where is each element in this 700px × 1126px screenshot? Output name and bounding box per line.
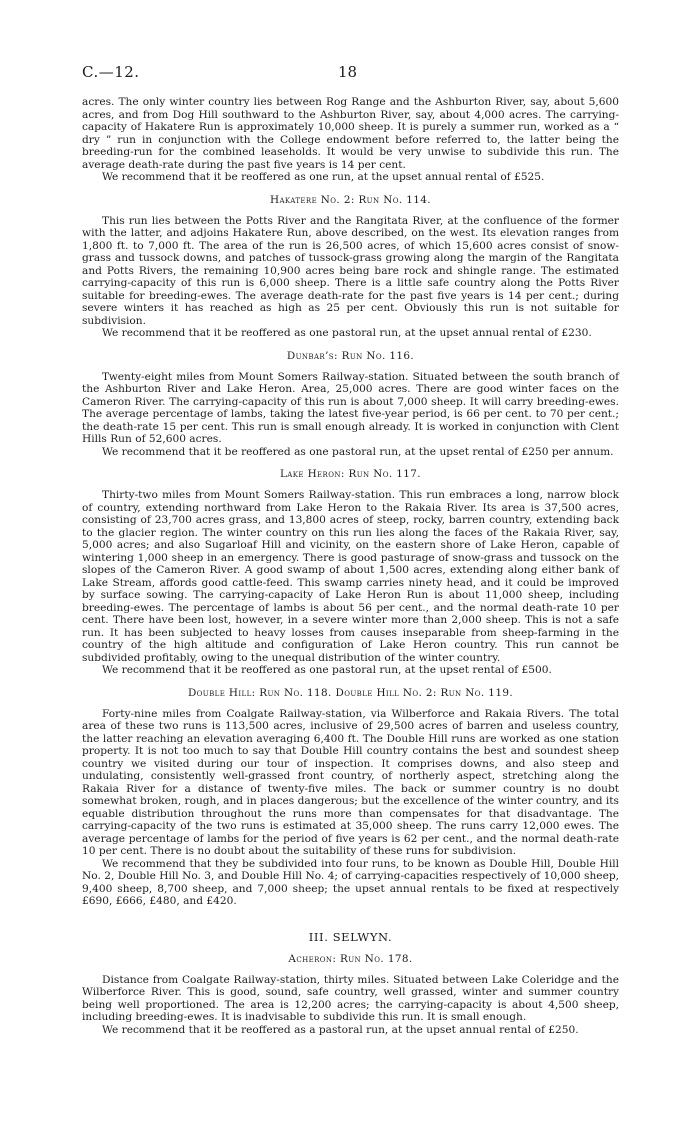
heading-double-hill: Double Hill: Run No. 118. Double Hill No. 2: Run No. 119. xyxy=(187,686,514,699)
paragraph-double-hill: Forty-nine miles from Coalgate Railway-station, via Wilberforce and Rakaia Rivers. The total area of these two runs is 113,500 acres, inclusive of 29,500 acres of barren and useless country, the latter reaching an elevation averaging 6,400 ft. The Double Hill runs are worked as one station property. It is not too much to say that Double Hill country contains the best and soundest sheep country we visited during our tour of inspection. It comprises downs, and also steep and undulating, consistently well-grassed front country, of northerly aspect, stretching along the Rakaia River for a distance of twenty-five miles. The back or summer country is no doubt somewhat broken, rough, and in places dangerous; but the excellence of the winter country, and its equable distribution throughout the runs more than compensates for that disadvantage. The carrying-capacity of the two runs is estimated at 35,000 sheep. The runs carry 12,000 ewes. The average percentage of lambs for the period of five years is 62 per cent., and the normal death-rate 10 per cent. There is no doubt about the suitability of these runs for subdivision. xyxy=(82,707,619,857)
recommendation-acheron: We recommend that it be reoffered as a pastoral run, at the upset annual rental of £250. xyxy=(102,1023,579,1036)
paragraph-hakatere-no2: This run lies between the Potts River and the Rangitata River, at the confluence of the former with the latter, and adjoins Hakatere Run, above described, on the west. Its elevation ranges from 1,800 ft. to 7,000 ft. The area of the run is 26,500 acres, of which 15,600 acres consist of snow-grass and tussock downs, and patches of tussock-grass growing along the margin of the Rangitata and Potts Rivers, the remaining 10,900 acres being bare rock and shingle range. The estimated carrying-capacity of this run is 6,000 sheep. There is a little safe country along the Potts River suitable for breeding-ewes. The average death-rate for the past five years is 14 per cent.; during severe winters it has reached as high as 25 per cent. Obviously this run is not suitable for subdivision. xyxy=(82,214,619,327)
paragraph-acheron: Distance from Coalgate Railway-station, thirty miles. Situated between Lake Coleridge and the Wilberforce River. This is good, sound, safe country, well grassed, winter and summer country being well proportioned. The area is 12,200 acres; the carrying-capacity is about 4,500 sheep, including breeding-ewes. It is inadvisable to subdivide this run. It is small enough. xyxy=(82,973,619,1023)
recommendation-double-hill: We recommend that they be subdivided into four runs, to be known as Double Hill, Double Hill No. 2, Double Hill No. 3, and Double Hill No. 4; of carrying-capacities respectively of 10,000 sheep, 9,400 sheep, 8,700 sheep, and 7,000 sheep; the upset annual rentals to be fixed at respectively £690, £666, £480, and £420. xyxy=(82,857,619,907)
report-reference: C.—12. xyxy=(82,63,140,81)
heading-lake-heron: Lake Heron: Run No. 117. xyxy=(279,468,422,480)
paragraph-lake-heron: Thirty-two miles from Mount Somers Railway-station. This run embraces a long, narrow block of country, extending northward from Lake Heron to the Rakaia River. Its area is 37,500 acres, consisting of 23,700 acres grass, and 13,800 acres of steep, rocky, barren country, extending back to the glacier region. The winter country on this run lies along the faces of the Rakaia River, say, 5,000 acres; and also Sugarloaf Hill and vicinity, on the eastern shore of Lake Heron, capable of wintering 1,000 sheep in an emergency. There is good pasturage of snow-grass and tussock on the slopes of the Cameron River. A good swamp of about 1,500 acres, extending along either bank of Lake Stream, affords good cattle-feed. This swamp carries ninety head, and it could be improved by surface sowing. The carrying-capacity of Lake Heron Run is about 11,000 sheep, including breeding-ewes. The percentage of lambs is about 56 per cent., and the normal death-rate 10 per cent. There have been lost, however, in a severe winter more than 2,000 sheep. This is not a safe run. It has been subjected to heavy losses from causes inseparable from sheep-farming in the country of the high altitude and configuration of Lake Heron country. This run cannot be subdivided profitably, owing to the unequal distribution of the winter country. xyxy=(82,489,619,664)
recommendation-lake-heron: We recommend that it be reoffered as one pastoral run, at the upset rental of £500. xyxy=(102,664,552,676)
page-number: 18 xyxy=(338,63,358,81)
recommendation-dunbars: We recommend that it be reoffered as one pastoral run, at the upset rental of £250 per annum. xyxy=(102,445,614,458)
heading-dunbars: Dunbar’s: Run No. 116. xyxy=(286,349,415,362)
paragraph-hakatere-continued: acres. The only winter country lies between Rog Range and the Ashburton River, say, about 5,600 acres, and from Dog Hill southward to the Ashburton River, say, about 4,000 acres. The carrying-capacity of Hakatere Run is approximately 10,000 sheep. It is purely a summer run, worked as a “ dry ” run in conjunction with the College endowment before referred to, the latter being the breeding-run for the combined leaseholds. It would be very unwise to subdivide this run. The average death-rate during the past five years is 14 per cent. xyxy=(82,96,619,171)
recommendation-hakatere: We recommend that it be reoffered as one run, at the upset annual rental of £525. xyxy=(102,171,545,183)
paragraph-dunbars: Twenty-eight miles from Mount Somers Railway-station. Situated between the south branch of the Ashburton River and Lake Heron. Area, 25,000 acres. There are good winter faces on the Cameron River. The carrying-capacity of this run is about 7,000 sheep. It will carry breeding-ewes. The average percentage of lambs, taking the latest five-year period, is 66 per cent. to 70 per cent.; the death-rate 15 per cent. This run is small enough already. It is worked in conjunction with Clent Hills Run of 52,600 acres. xyxy=(82,370,619,445)
page-body xyxy=(82,96,619,1036)
heading-acheron: Acheron: Run No. 178. xyxy=(288,952,413,965)
section-heading-selwyn: III. SELWYN. xyxy=(308,929,393,944)
heading-hakatere-no2: Hakatere No. 2: Run No. 114. xyxy=(270,193,431,206)
recommendation-hakatere-no2: We recommend that it be reoffered as one pastoral run, at the upset annual rental of £230. xyxy=(102,327,592,339)
